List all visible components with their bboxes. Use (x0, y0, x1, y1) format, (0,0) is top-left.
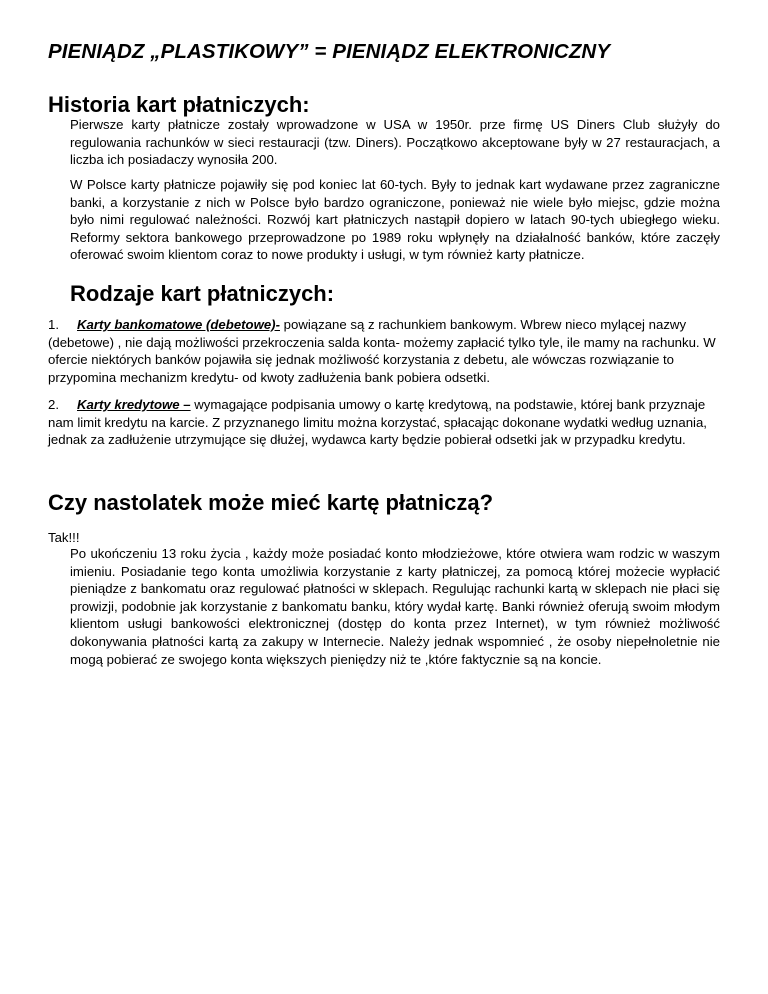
card-type-description: wymagające podpisania umowy o kartę kredytową, na podstawie, której bank przyznaje nam limit kredytu na karcie. Z przyznanego limitu można korzystać, spłacając dokonane wydatki według uznania, jednak za zadłużenie utrzymujące się dłużej, wydawca karty będzie pobierał odsetki jak w przypadku kredytu. (48, 397, 707, 448)
card-type-name: Karty kredytowe – (77, 397, 191, 412)
history-paragraph-2: W Polsce karty płatnicze pojawiły się pod koniec lat 60-tych. Były to jednak kart wydawane przez zagraniczne banki, a korzystanie z nich w Polsce było bardzo ograniczone, ponieważ nie wiele było miejsc, gdzie można było nimi regulować należności. Rozwój kart płatniczych nastąpił dopiero w latach 90-tych ubiegłego wieku. Reformy sektora bankowego przeprowadzone po 1989 roku wpłynęły na działalność banków, które zaczęły oferować swoim klientom coraz to nowe produkty i usługi, w tym również karty płatnicze. (70, 177, 720, 263)
teen-paragraph: Po ukończeniu 13 roku życia , każdy może posiadać konto młodzieżowe, które otwiera wam rodzic w waszym imieniu. Posiadanie tego konta umożliwia korzystanie z karty płatniczej, za pomocą której możecie wypłacić pieniądze z bankomatu oraz regulować płatności w sklepach. Regulując rachunki kartą w sklepach nie płaci się prowizji, podobnie jak korzystanie z bankomatu banku, który wydał kartę. Banki również oferują swoim młodym klientom usługi bankowości elektronicznej (dostęp do konta przez Internet), w tym również możliwość dokonywania płatności kartą za zakupy w Internecie. Należy jednak wspomnieć , że osoby niepełnoletnie nie mogą pobierać ze swojego konta większych pieniędzy niż te ,które faktycznie są na koncie. (70, 546, 720, 667)
teen-answer: Tak!!! (48, 530, 80, 545)
document-title: PIENIĄDZ „PLASTIKOWY” = PIENIĄDZ ELEKTRONICZNY (48, 40, 611, 63)
teen-heading: Czy nastolatek może mieć kartę płatniczą? (48, 490, 494, 515)
history-heading: Historia kart płatniczych: (48, 92, 310, 117)
types-heading: Rodzaje kart płatniczych: (70, 281, 335, 306)
card-type-number: 1. (48, 317, 59, 332)
card-type-description: powiązane są z rachunkiem bankowym. Wbrew nieco mylącej nazwy (debetowe) , nie dają możliwości przekroczenia salda konta- możemy zapłacić tylko tyle, ile mamy na rachunku. W ofercie niektórych banków pojawiła się jednak możliwość korzystania z debetu, ale wówczas rozwiązanie to przypomina mechanizm kredytu- od kwoty zadłużenia bank pobiera odsetki. (48, 317, 716, 385)
card-type-credit (48, 396, 720, 449)
history-paragraph-1: Pierwsze karty płatnicze zostały wprowadzone w USA w 1950r. prze firmę US Diners Club służyły do regulowania rachunków w sieci restauracji (tzw. Diners). Początkowo akceptowane były w 27 restauracjach, a liczba ich posiadaczy wynosiła 200. (70, 117, 720, 168)
card-type-number: 2. (48, 397, 59, 412)
card-type-name: Karty bankomatowe (debetowe)- (77, 317, 280, 332)
card-type-debit (48, 316, 720, 386)
